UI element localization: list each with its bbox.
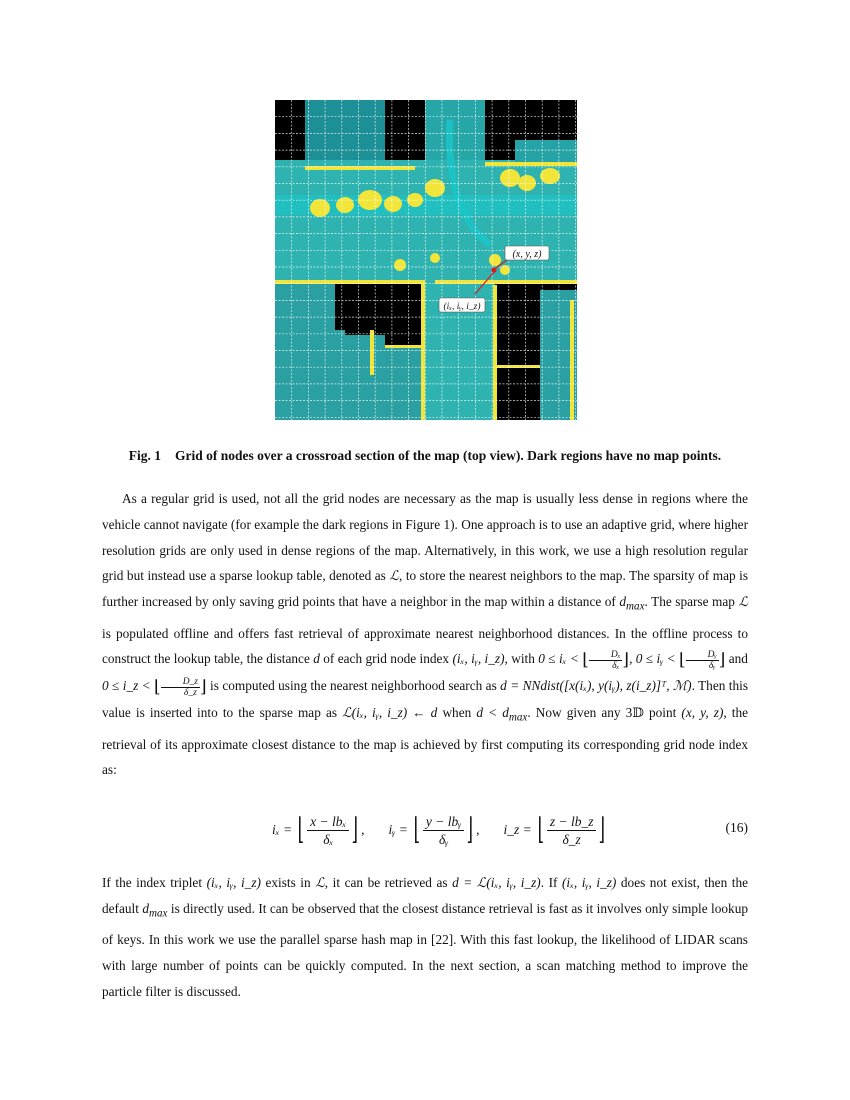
text-run: . If: [540, 875, 558, 890]
text-run: exists in: [265, 875, 311, 890]
text-run: point: [648, 705, 677, 721]
text-run: , the retrieval of its approximate closest distance to the map is achieved by first computing its corresponding grid node index as:: [102, 705, 749, 778]
math-lookup-table: ℒ: [315, 875, 325, 890]
math-d: d: [313, 651, 320, 667]
text-run: . Now given any: [527, 705, 621, 721]
math-retrieve-expr: d = ℒ(iₓ, iᵧ, i_z): [452, 875, 541, 890]
text-run: is populated offline and offers fast retrieval of approximate nearest neighborhood distances. In the offline process to construct the lookup table, the distance: [102, 625, 748, 667]
eq-frac-x: [307, 813, 349, 848]
text-run: is directly used. It can be observed that the closest distance retrieval is fast as it involves only simple lookup of keys. In this work we use the parallel sparse hash map in [22]. With this fast lookup, the likelihood of LIDAR scans with large number of points can be quickly computed. In the next section, a scan matching method to improve the particle filter is discussed.: [102, 900, 748, 999]
text-run: , with: [504, 651, 535, 667]
math-assign-expr: ℒ(iₓ, iᵧ, i_z) ← d: [342, 705, 438, 721]
eq-den: δᵧ: [438, 831, 449, 847]
math-cond-x: 0 ≤ iₓ <: [538, 651, 579, 667]
eq-den: δₓ: [323, 831, 334, 847]
text-run: As a regular grid is used, not all the grid nodes are necessary as the map is usually less dense in regions where the vehicle cannot navigate (for example the dark regions in Figure 1). One approach is to use an adaptive grid, where higher resolution grids are only used in dense regions of the map. Alternatively, in this work, we use a high resolution regular grid but instead use a sparse lookup table, denoted as: [102, 491, 748, 584]
text-run: , to store the nearest neighbors to the map. The sparsity of map is further increased by only saving grid points that have a neighbor in the map within a distance of: [102, 568, 749, 610]
math-point: (x, y, z): [681, 705, 724, 721]
caption-text: Grid of nodes over a crossroad section of the map (top view). Dark regions have no map points.: [175, 448, 722, 463]
math-triplet: (iₓ, iᵧ, i_z): [562, 875, 617, 890]
math-frac-z: [161, 677, 200, 698]
math-lookup-table: ℒ: [389, 568, 399, 584]
eq-num: x − lbₓ: [307, 813, 349, 831]
eq-frac-z: [547, 813, 597, 848]
math-triplet: (iₓ, iᵧ, i_z): [452, 651, 505, 667]
eq-ix: iₓ =: [272, 822, 293, 837]
equation-number: (16): [725, 820, 748, 835]
paragraph-1: [102, 486, 748, 783]
frac-num: Dₓ: [589, 650, 623, 661]
text-run: . The sparse map: [644, 594, 735, 610]
floor-right: ⌋: [599, 813, 606, 846]
floor-bracket-left: ⌊: [679, 650, 686, 670]
math-dmax: d: [142, 900, 149, 916]
floor-bracket-left: ⌊: [582, 650, 589, 670]
floor-bracket-right: ⌋: [200, 677, 207, 697]
text-run: . Then this value is inserted into to the sparse map as: [102, 678, 748, 721]
frac-num: Dᵧ: [686, 650, 719, 661]
floor-left: ⌊: [298, 813, 305, 846]
math-subscript: max: [149, 907, 168, 920]
math-lookup-table: ℒ: [738, 594, 749, 610]
eq-frac-y: [423, 813, 464, 848]
math-frac-x: [589, 650, 623, 671]
floor-bracket-right: ⌋: [718, 650, 726, 670]
floor-right: ⌋: [352, 813, 359, 846]
floor-right: ⌋: [467, 813, 474, 846]
math-triplet: (iₓ, iᵧ, i_z): [206, 875, 261, 890]
text-run: If the index triplet: [102, 875, 203, 890]
floor-bracket-right: ⌋: [622, 650, 630, 670]
math-dmax: d: [619, 594, 627, 610]
frac-den: δ_z: [183, 687, 197, 698]
eq-num: z − lb_z: [547, 813, 597, 831]
text-run: and: [728, 651, 748, 667]
caption-label: Fig. 1: [128, 448, 162, 463]
figure-caption: [0, 448, 850, 464]
text-run: when: [442, 705, 472, 721]
eq-iz: i_z =: [503, 822, 532, 837]
frac-num: D_z: [161, 677, 200, 688]
map-grid-image: [275, 100, 577, 420]
text-run: is computed using the nearest neighborhood search as: [210, 678, 497, 694]
math-cond-z: 0 ≤ i_z <: [102, 678, 151, 694]
text-run: does not exist, then the default: [102, 875, 749, 916]
floor-bracket-left: ⌊: [154, 677, 161, 697]
index-label: (iₓ, iᵧ, i_z): [443, 302, 481, 312]
paragraph-2: [102, 870, 748, 1005]
math-when-expr: d < d: [476, 705, 509, 721]
text-run: , it can be retrieved as: [324, 875, 448, 890]
math-subscript: max: [508, 711, 528, 724]
math-cond-y: , 0 ≤ iᵧ <: [629, 651, 676, 667]
frac-den: δₓ: [612, 660, 620, 671]
eq-num: y − lbᵧ: [423, 813, 464, 831]
eq-den: δ_z: [562, 831, 581, 847]
map-figure: [275, 100, 577, 420]
math-nn-expr: d = NNdist([x(iₓ), y(iᵧ), z(i_z)]ᵀ, ℳ): [500, 678, 692, 694]
math-3d: 3𝔻: [625, 705, 644, 721]
point-label: (x, y, z): [512, 249, 542, 260]
math-frac-y: [686, 650, 719, 671]
equation-body: iₓ = ⌊ $\frac{\text{x − lbₓ}}{\text{δₓ}}$ ⌋ , iᵧ = ⌊ $\frac{\text{y − lbᵧ}}{\text{δᵧ}}$ ⌋ , i_z = ⌊ $\frac{z - lb\_z}{\delta\_z}$ ⌋: [272, 813, 606, 847]
frac-den: δᵧ: [708, 660, 716, 671]
math-subscript: max: [626, 600, 645, 613]
eq-iy: iᵧ =: [388, 822, 408, 837]
equation-16: [102, 808, 748, 852]
floor-left: ⌊: [413, 813, 421, 846]
text-run: of each grid node index: [323, 651, 450, 667]
floor-left: ⌊: [537, 813, 545, 846]
